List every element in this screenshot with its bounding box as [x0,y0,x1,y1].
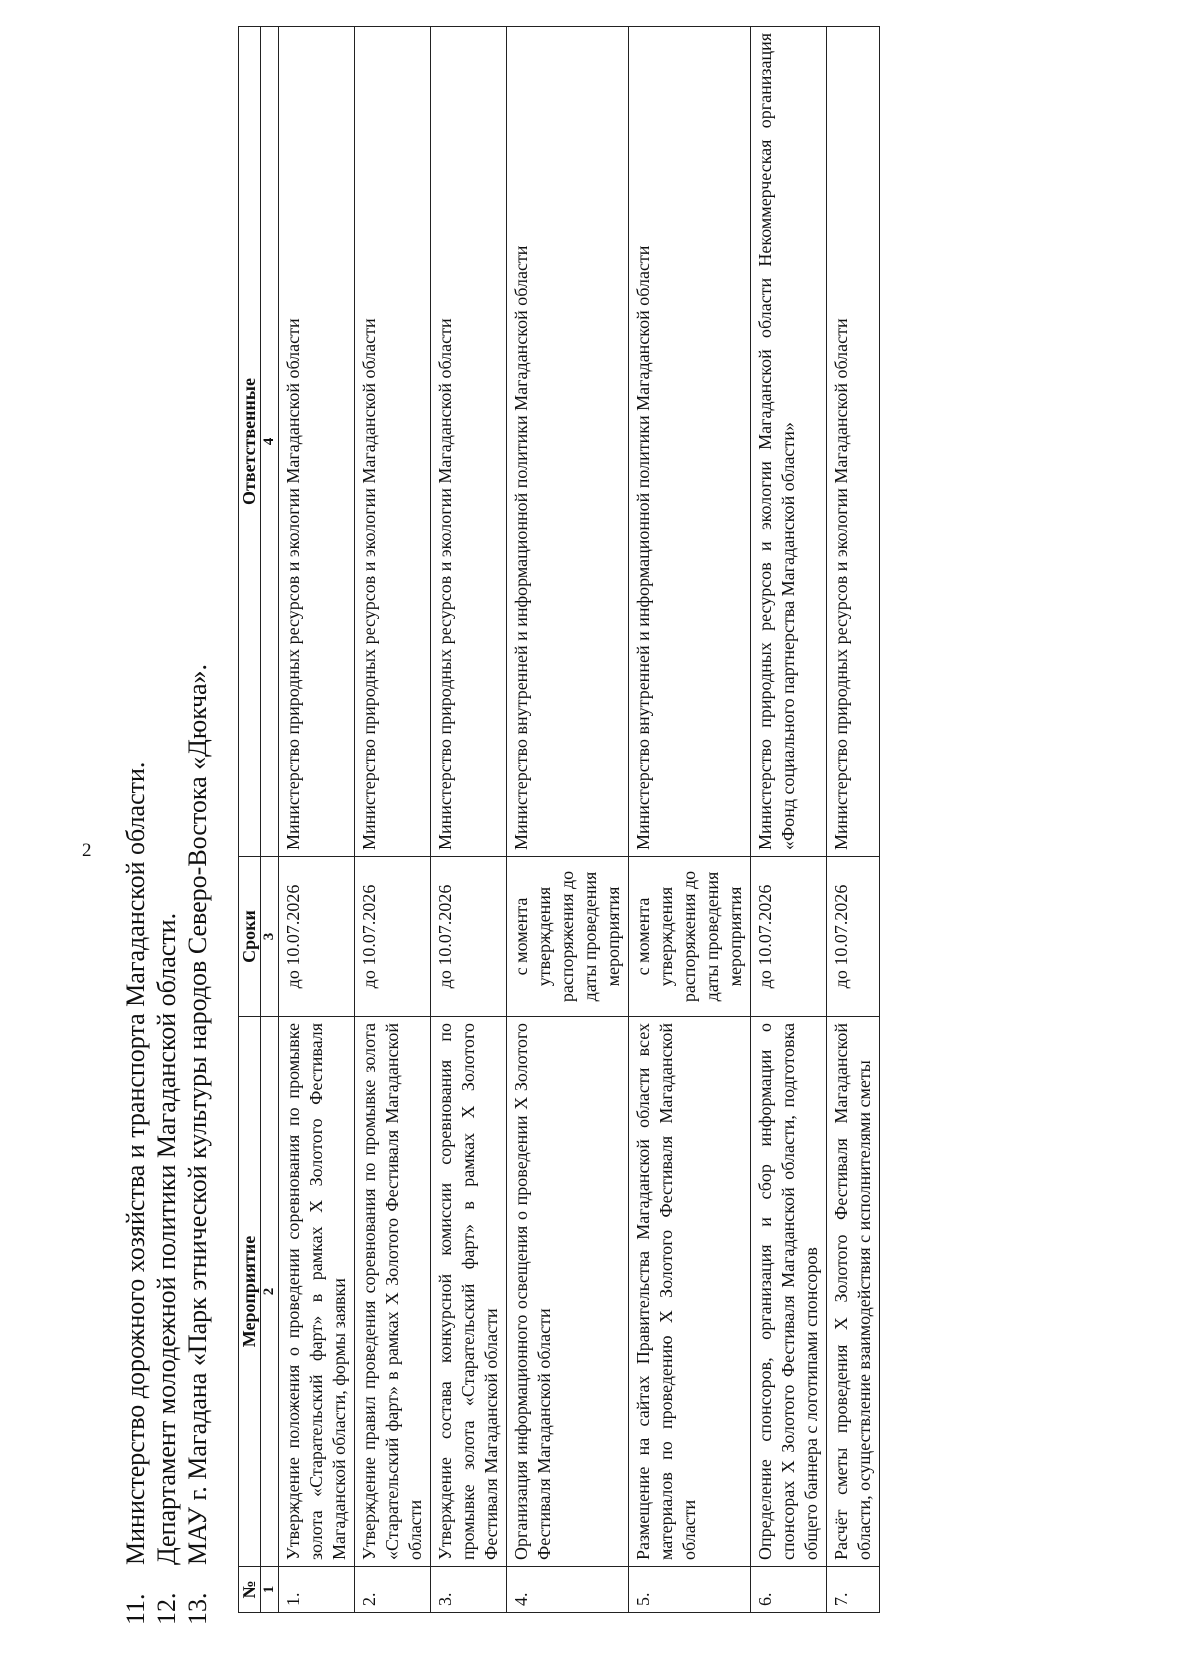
organization-number: 13. [183,1592,212,1625]
row-number: 6. [751,1567,827,1613]
header-deadline: Сроки [239,857,261,1017]
organization-item [182,425,213,1625]
row-responsible: Министерство природных ресурсов и экологии Магаданской области [355,27,431,857]
table-row [279,27,355,1613]
row-activity: Определение спонсоров, организация и сбор информации о спонсорах X Золотого Фестиваля Магаданской области, подготовка общего баннера с логотипами спонсоров [751,1017,827,1567]
row-number: 1. [279,1567,355,1613]
row-deadline: до 10.07.2026 [355,857,431,1017]
table-row [751,27,827,1613]
rotated-page-content [120,20,1020,1625]
row-responsible: Министерство природных ресурсов и экологии Магаданской области [431,27,507,857]
row-number: 2. [355,1567,431,1613]
organization-name: Департамент молодежной политики Магаданской области. [152,912,181,1565]
row-deadline: до 10.07.2026 [827,857,880,1017]
column-number-row [261,27,279,1613]
row-number: 5. [629,1567,751,1613]
column-number: 1 [261,1567,279,1613]
header-number: № [239,1567,261,1613]
organization-list [120,425,213,1625]
organization-item [120,425,151,1625]
row-deadline: с момента утверждения распоряжения до даты проведения мероприятия [629,857,751,1017]
row-activity: Утверждение положения о проведении соревнования по промывке золота «Старательский фарт» в рамках X Золотого Фестиваля Магаданской области, формы заявки [279,1017,355,1567]
row-number: 3. [431,1567,507,1613]
row-deadline: до 10.07.2026 [279,857,355,1017]
column-number: 3 [261,857,279,1017]
table-row [355,27,431,1613]
row-responsible: Министерство природных ресурсов и экологии Магаданской области Некоммерческая организация «Фонд социального партнерства Магаданской области» [751,27,827,857]
table-row [431,27,507,1613]
row-responsible: Министерство внутренней и информационной политики Магаданской области [507,27,629,857]
organization-name: Министерство дорожного хозяйства и транспорта Магаданской области. [121,761,150,1565]
page-number: 2 [82,840,92,861]
row-number: 7. [827,1567,880,1613]
organization-number: 11. [121,1593,150,1625]
row-activity: Размещение на сайтах Правительства Магаданской области всех материалов по проведению X Золотого Фестиваля Магаданской области [629,1017,751,1567]
table-header-row [239,27,261,1613]
table-row [827,27,880,1613]
column-number: 4 [261,27,279,857]
organization-name: МАУ г. Магадана «Парк этнической культуры народов Северо-Востока «Дюкча». [183,663,212,1565]
table-row [507,27,629,1613]
row-responsible: Министерство внутренней и информационной политики Магаданской области [629,27,751,857]
row-responsible: Министерство природных ресурсов и экологии Магаданской области [827,27,880,857]
row-deadline: с момента утверждения распоряжения до даты проведения мероприятия [507,857,629,1017]
row-number: 4. [507,1567,629,1613]
column-number: 2 [261,1017,279,1567]
table-row [629,27,751,1613]
row-activity: Утверждение состава конкурсной комиссии соревнования по промывке золота «Старательский фарт» в рамках X Золотого Фестиваля Магаданской области [431,1017,507,1567]
row-activity: Утверждение правил проведения соревнования по промывке золота «Старательский фарт» в рамках X Золотого Фестиваля Магаданской области [355,1017,431,1567]
row-deadline: до 10.07.2026 [431,857,507,1017]
row-activity: Расчёт сметы проведения X Золотого Фестиваля Магаданской области, осуществление взаимодействия с исполнителями сметы [827,1017,880,1567]
row-deadline: до 10.07.2026 [751,857,827,1017]
header-responsible: Ответственные [239,27,261,857]
organization-item [151,425,182,1625]
header-activity: Мероприятие [239,1017,261,1567]
organization-number: 12. [152,1592,181,1625]
row-responsible: Министерство природных ресурсов и экологии Магаданской области [279,27,355,857]
row-activity: Организация информационного освещения о проведении X Золотого Фестиваля Магаданской области [507,1017,629,1567]
events-table [238,26,880,1613]
